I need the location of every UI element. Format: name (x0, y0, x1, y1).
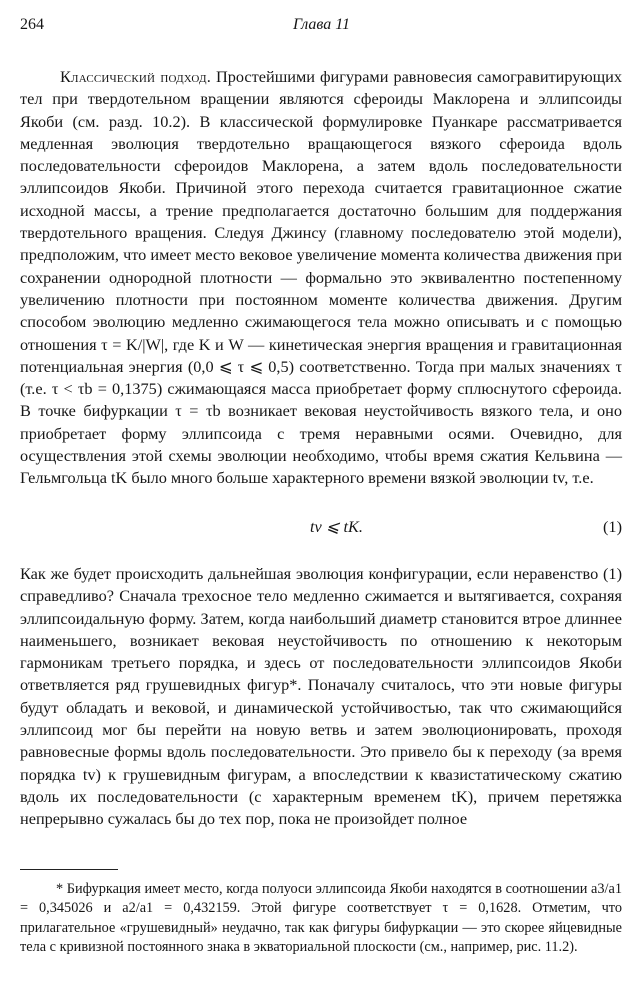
page-number: 264 (20, 16, 44, 33)
footnote-divider (20, 869, 118, 870)
equation-row (20, 517, 622, 543)
page-header (20, 16, 623, 40)
equation-formula: tv ⩽ tK. (310, 517, 363, 536)
equation-number: (1) (603, 517, 622, 536)
paragraph-lead: Классический подход. (60, 67, 211, 86)
paragraph-evolution (20, 563, 622, 831)
chapter-title: Глава 11 (292, 16, 351, 33)
paragraph-classical-approach (20, 66, 622, 490)
paragraph-text: Простейшими фигурами равновесия самогравитирующих тел при твердотельном вращении являются сфероиды Маклорена и эллипсоиды Якоби (см. разд. 10.2). В классической формулировке Пуанкаре рассматривается медленная эволюция твердотельно вращающегося вязкого сфероида вдоль последовательности сфероидов Маклорена, а затем вдоль последовательности эллипсоидов Якоби. Причиной этого перехода считается гравитационное сжатие исходной массы, а трение предполагается достаточно большим для поддержания твердотельного вращения. Следуя Джинсу (главному последователю этой модели), предположим, что имеет место вековое увеличение момента количества движения при сохранении однородной плотности — формально это эквивалентно постепенному увеличению плотности при постоянном моменте количества движения. Другим способом эволюцию медленно сжимающегося тела можно описывать и с помощью отношения τ = K/|W|, где K и W — кинетическая энергия вращения и гравитационная потенциальная энергия (0,0 ⩽ τ ⩽ 0,5) соответственно. Тогда при малых значениях τ (т.е. τ < τb = 0,1375) сжимающаяся масса приобретает форму сплюснутого сфероида. В точке бифуркации τ = τb возникает вековая неустойчивость вязкого тела, и оно приобретает форму эллипсоида с тремя неравными осями. Очевидно, для осуществления этой схемы эволюции необходимо, чтобы время сжатия Кельвина — Гельмгольца tK было много больше характерного времени вязкой эволюции tv, т.е. (20, 67, 622, 488)
footnote-text: * Бифуркация имеет место, когда полуоси эллипсоида Якоби находятся в соотношении a3/a1 = 0,345026 и a2/a1 = 0,432159. Этой фигуре соответствует τ = 0,1628. Отметим, что прилагательное «грушевидный» неудачно, так как фигуры бифуркации — это скорее яйцевидные тела с кривизной постоянного знака в экваториальной плоскости (см., например, рис. 11.2). (20, 881, 622, 955)
footnote (20, 880, 622, 957)
paragraph-text: Как же будет происходить дальнейшая эволюция конфигурации, если неравенство (1) справедливо? Сначала трехосное тело медленно сжимается и вытягивается, сохраняя эллипсоидальную форму. Затем, когда наибольший диаметр становится втрое длиннее наименьшего, возникает вековая неустойчивость по отношению к некоторым гармоникам третьего порядка, и здесь от последовательности эллипсоидов Якоби ответвляется ряд грушевидных фигур*. Поначалу считалось, что эти новые фигуры будут обладать и вековой, и динамической устойчивостью, так что сжимающийся эллипсоид мог бы перейти на новую ветвь и затем эволюционировать, проходя равновесные формы вдоль последовательности. Это привело бы к переходу (за время порядка tv) к грушевидным фигурам, а впоследствии к квазистатическому сжатию вдоль их последовательности (с характерным временем tK), причем перетяжка непрерывно сужалась бы до тех пор, пока не произойдет полное (20, 564, 622, 829)
